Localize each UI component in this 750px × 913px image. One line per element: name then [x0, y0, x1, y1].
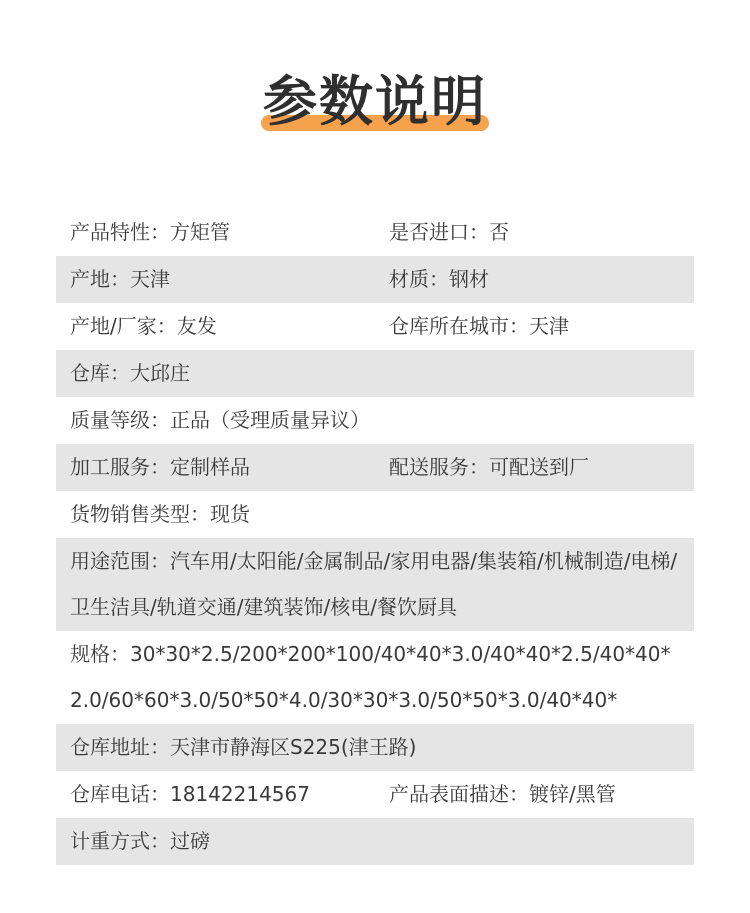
spec-cell-left: 产地：天津 [70, 267, 170, 291]
spec-cell-left: 产品特性：方矩管 [70, 220, 230, 244]
spec-row [56, 303, 694, 350]
page-title: 参数说明 [263, 70, 487, 133]
spec-cell-right: 仓库所在城市：天津 [389, 314, 569, 338]
spec-cell-left: 加工服务：定制样品 [70, 455, 250, 479]
spec-cell-left: 质量等级：正品（受理质量异议） [70, 408, 370, 432]
spec-row [56, 771, 694, 818]
spec-cell-left: 产地/厂家：友发 [70, 314, 217, 338]
spec-row [56, 209, 694, 256]
spec-cell-right: 材质：钢材 [389, 267, 489, 291]
spec-row [56, 818, 694, 865]
spec-row [56, 724, 694, 771]
spec-row [56, 256, 694, 303]
spec-row-usage [56, 538, 694, 631]
spec-cell-right: 配送服务：可配送到厂 [389, 455, 589, 479]
usage-text: 用途范围：汽车用/太阳能/金属制品/家用电器/集装箱/机械制造/电梯/卫生洁具/轨道交通/建筑装饰/核电/餐饮厨具 [70, 549, 678, 619]
spec-cell-left: 货物销售类型：现货 [70, 502, 250, 526]
spec-table [56, 209, 694, 865]
spec-row [56, 491, 694, 538]
spec-row [56, 397, 694, 444]
spec-row [56, 350, 694, 397]
spec-cell-left: 计重方式：过磅 [70, 829, 210, 853]
spec-cell-left: 仓库地址：天津市静海区S225(津王路) [70, 735, 417, 759]
title-area [0, 62, 750, 142]
spec-row-sizes [56, 631, 694, 724]
spec-cell-left: 仓库电话：18142214567 [70, 782, 310, 806]
sizes-text: 规格：30*30*2.5/200*200*100/40*40*3.0/40*40*2.5/40*40*2.0/60*60*3.0/50*50*4.0/30*30*3.0/50*50*3.0/40*40* [70, 642, 671, 712]
spec-cell-right: 产品表面描述：镀锌/黑管 [389, 782, 616, 806]
spec-cell-right: 是否进口：否 [389, 220, 509, 244]
spec-row [56, 444, 694, 491]
spec-cell-left: 仓库：大邱庄 [70, 361, 190, 385]
